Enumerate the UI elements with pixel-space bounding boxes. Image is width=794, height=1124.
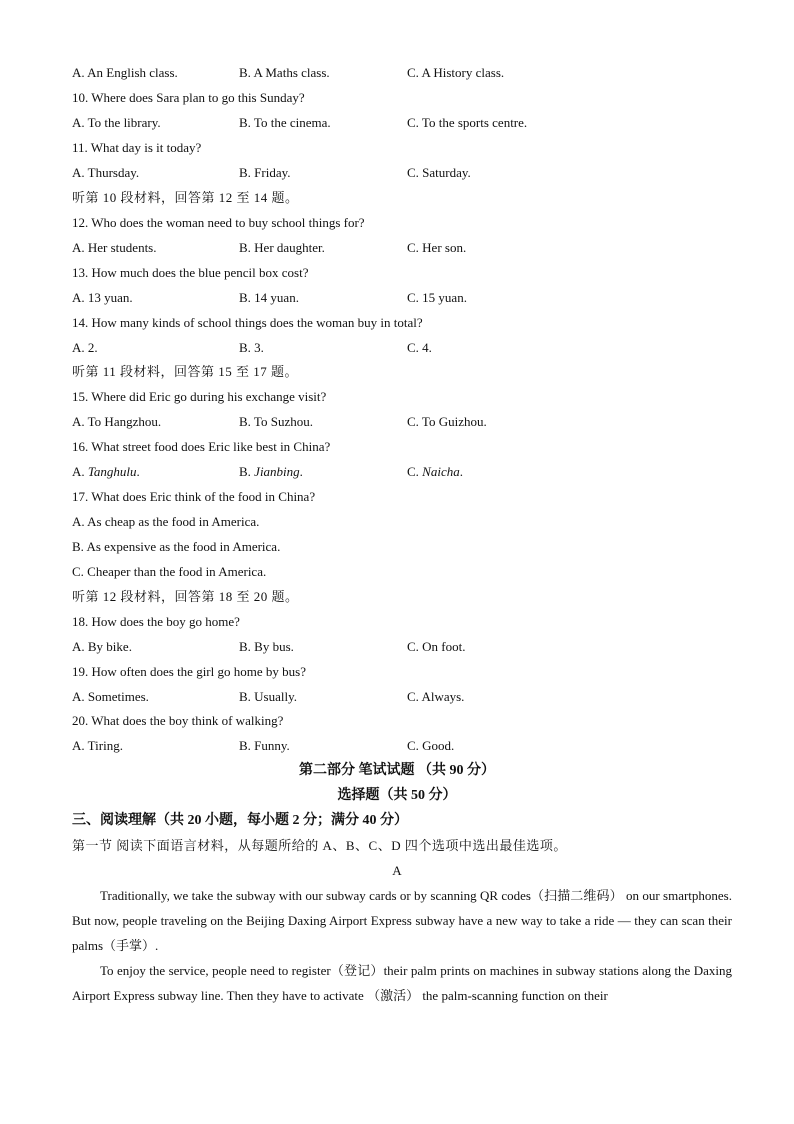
q20-stem: 20. What does the boy think of walking? [72, 713, 284, 728]
q14-stem: 14. How many kinds of school things does the woman buy in total? [72, 315, 423, 330]
q15-option-c: C. To Guizhou. [407, 414, 487, 429]
q14-option-b: B. 3. [239, 340, 264, 355]
q13-option-c: C. 15 yuan. [407, 290, 467, 305]
listening-instruction-12: 听第 12 段材料，回答第 18 至 20 题。 [72, 589, 299, 604]
passage-paragraph-1-text: Traditionally, we take the subway with our subway cards or by scanning QR codes（扫描二维码） on our smartphones. But now, people traveling on the Beijing Daxing Airport Express subway have a new way to take a ride — they can scan their palms（手掌）. [72, 888, 732, 953]
q17-option-c: C. Cheaper than the food in America. [72, 564, 267, 579]
q18-option-b: B. By bus. [239, 639, 294, 654]
q18-option-c: C. On foot. [407, 639, 466, 654]
q16-option-c: C. Naicha. [407, 464, 463, 479]
q13-option-b: B. 14 yuan. [239, 290, 299, 305]
q16-stem: 16. What street food does Eric like best in China? [72, 439, 331, 454]
q15-option-b: B. To Suzhou. [239, 414, 313, 429]
q12-option-c: C. Her son. [407, 240, 467, 255]
q17-stem: 17. What does Eric think of the food in China? [72, 489, 316, 504]
reading-section-title: 三、阅读理解（共 20 小题，每小题 2 分；满分 40 分） [72, 813, 408, 828]
q19-option-c: C. Always. [407, 689, 465, 704]
q11-option-c: C. Saturday. [407, 165, 471, 180]
reading-instruction: 第一节 阅读下面语言材料，从每题所给的 A、B、C、D 四个选项中选出最佳选项。 [72, 838, 567, 853]
q12-option-a: A. Her students. [72, 240, 157, 255]
q10-option-b: B. To the cinema. [239, 115, 331, 130]
q17-option-a: A. As cheap as the food in America. [72, 514, 260, 529]
q16-option-b: B. Jianbing. [239, 464, 303, 479]
q12-stem: 12. Who does the woman need to buy school things for? [72, 215, 365, 230]
q17-option-b: B. As expensive as the food in America. [72, 539, 281, 554]
passage-paragraph-2-text: To enjoy the service, people need to register（登记）their palm prints on machines in subway stations along the Daxing Airport Express subway line. Then they have to activate （激活） the palm-scanning function on their [72, 963, 732, 1003]
q18-stem: 18. How does the boy go home? [72, 614, 240, 629]
q14-option-a: A. 2. [72, 340, 98, 355]
q19-option-b: B. Usually. [239, 689, 298, 704]
q15-stem: 15. Where did Eric go during his exchange visit? [72, 389, 327, 404]
passage-paragraph-2 [72, 958, 732, 1008]
part2-title: 第二部分 笔试试题 （共 90 分） [299, 763, 495, 778]
q16-option-a: A. Tanghulu. [72, 464, 140, 479]
q11-option-b: B. Friday. [239, 165, 291, 180]
q20-option-c: C. Good. [407, 738, 455, 753]
q9-option-c: C. A History class. [407, 65, 505, 80]
listening-instruction-10: 听第 10 段材料，回答第 12 至 14 题。 [72, 190, 299, 205]
q11-stem: 11. What day is it today? [72, 140, 202, 155]
q9-option-b: B. A Maths class. [239, 65, 330, 80]
passage-label: A [392, 863, 402, 878]
q20-option-b: B. Funny. [239, 738, 290, 753]
q10-stem: 10. Where does Sara plan to go this Sunday? [72, 90, 305, 105]
listening-instruction-11: 听第 11 段材料，回答第 15 至 17 题。 [72, 364, 299, 379]
q10-option-c: C. To the sports centre. [407, 115, 528, 130]
q13-stem: 13. How much does the blue pencil box cost? [72, 265, 309, 280]
q9-option-a: A. An English class. [72, 65, 178, 80]
q13-option-a: A. 13 yuan. [72, 290, 133, 305]
q18-option-a: A. By bike. [72, 639, 132, 654]
q12-option-b: B. Her daughter. [239, 240, 325, 255]
q10-option-a: A. To the library. [72, 115, 161, 130]
q14-option-c: C. 4. [407, 340, 432, 355]
passage-paragraph-1 [72, 883, 732, 958]
choice-section-title: 选择题（共 50 分） [337, 788, 457, 803]
q11-option-a: A. Thursday. [72, 165, 140, 180]
q19-option-a: A. Sometimes. [72, 689, 149, 704]
q19-stem: 19. How often does the girl go home by bus? [72, 664, 306, 679]
q20-option-a: A. Tiring. [72, 738, 123, 753]
q15-option-a: A. To Hangzhou. [72, 414, 162, 429]
